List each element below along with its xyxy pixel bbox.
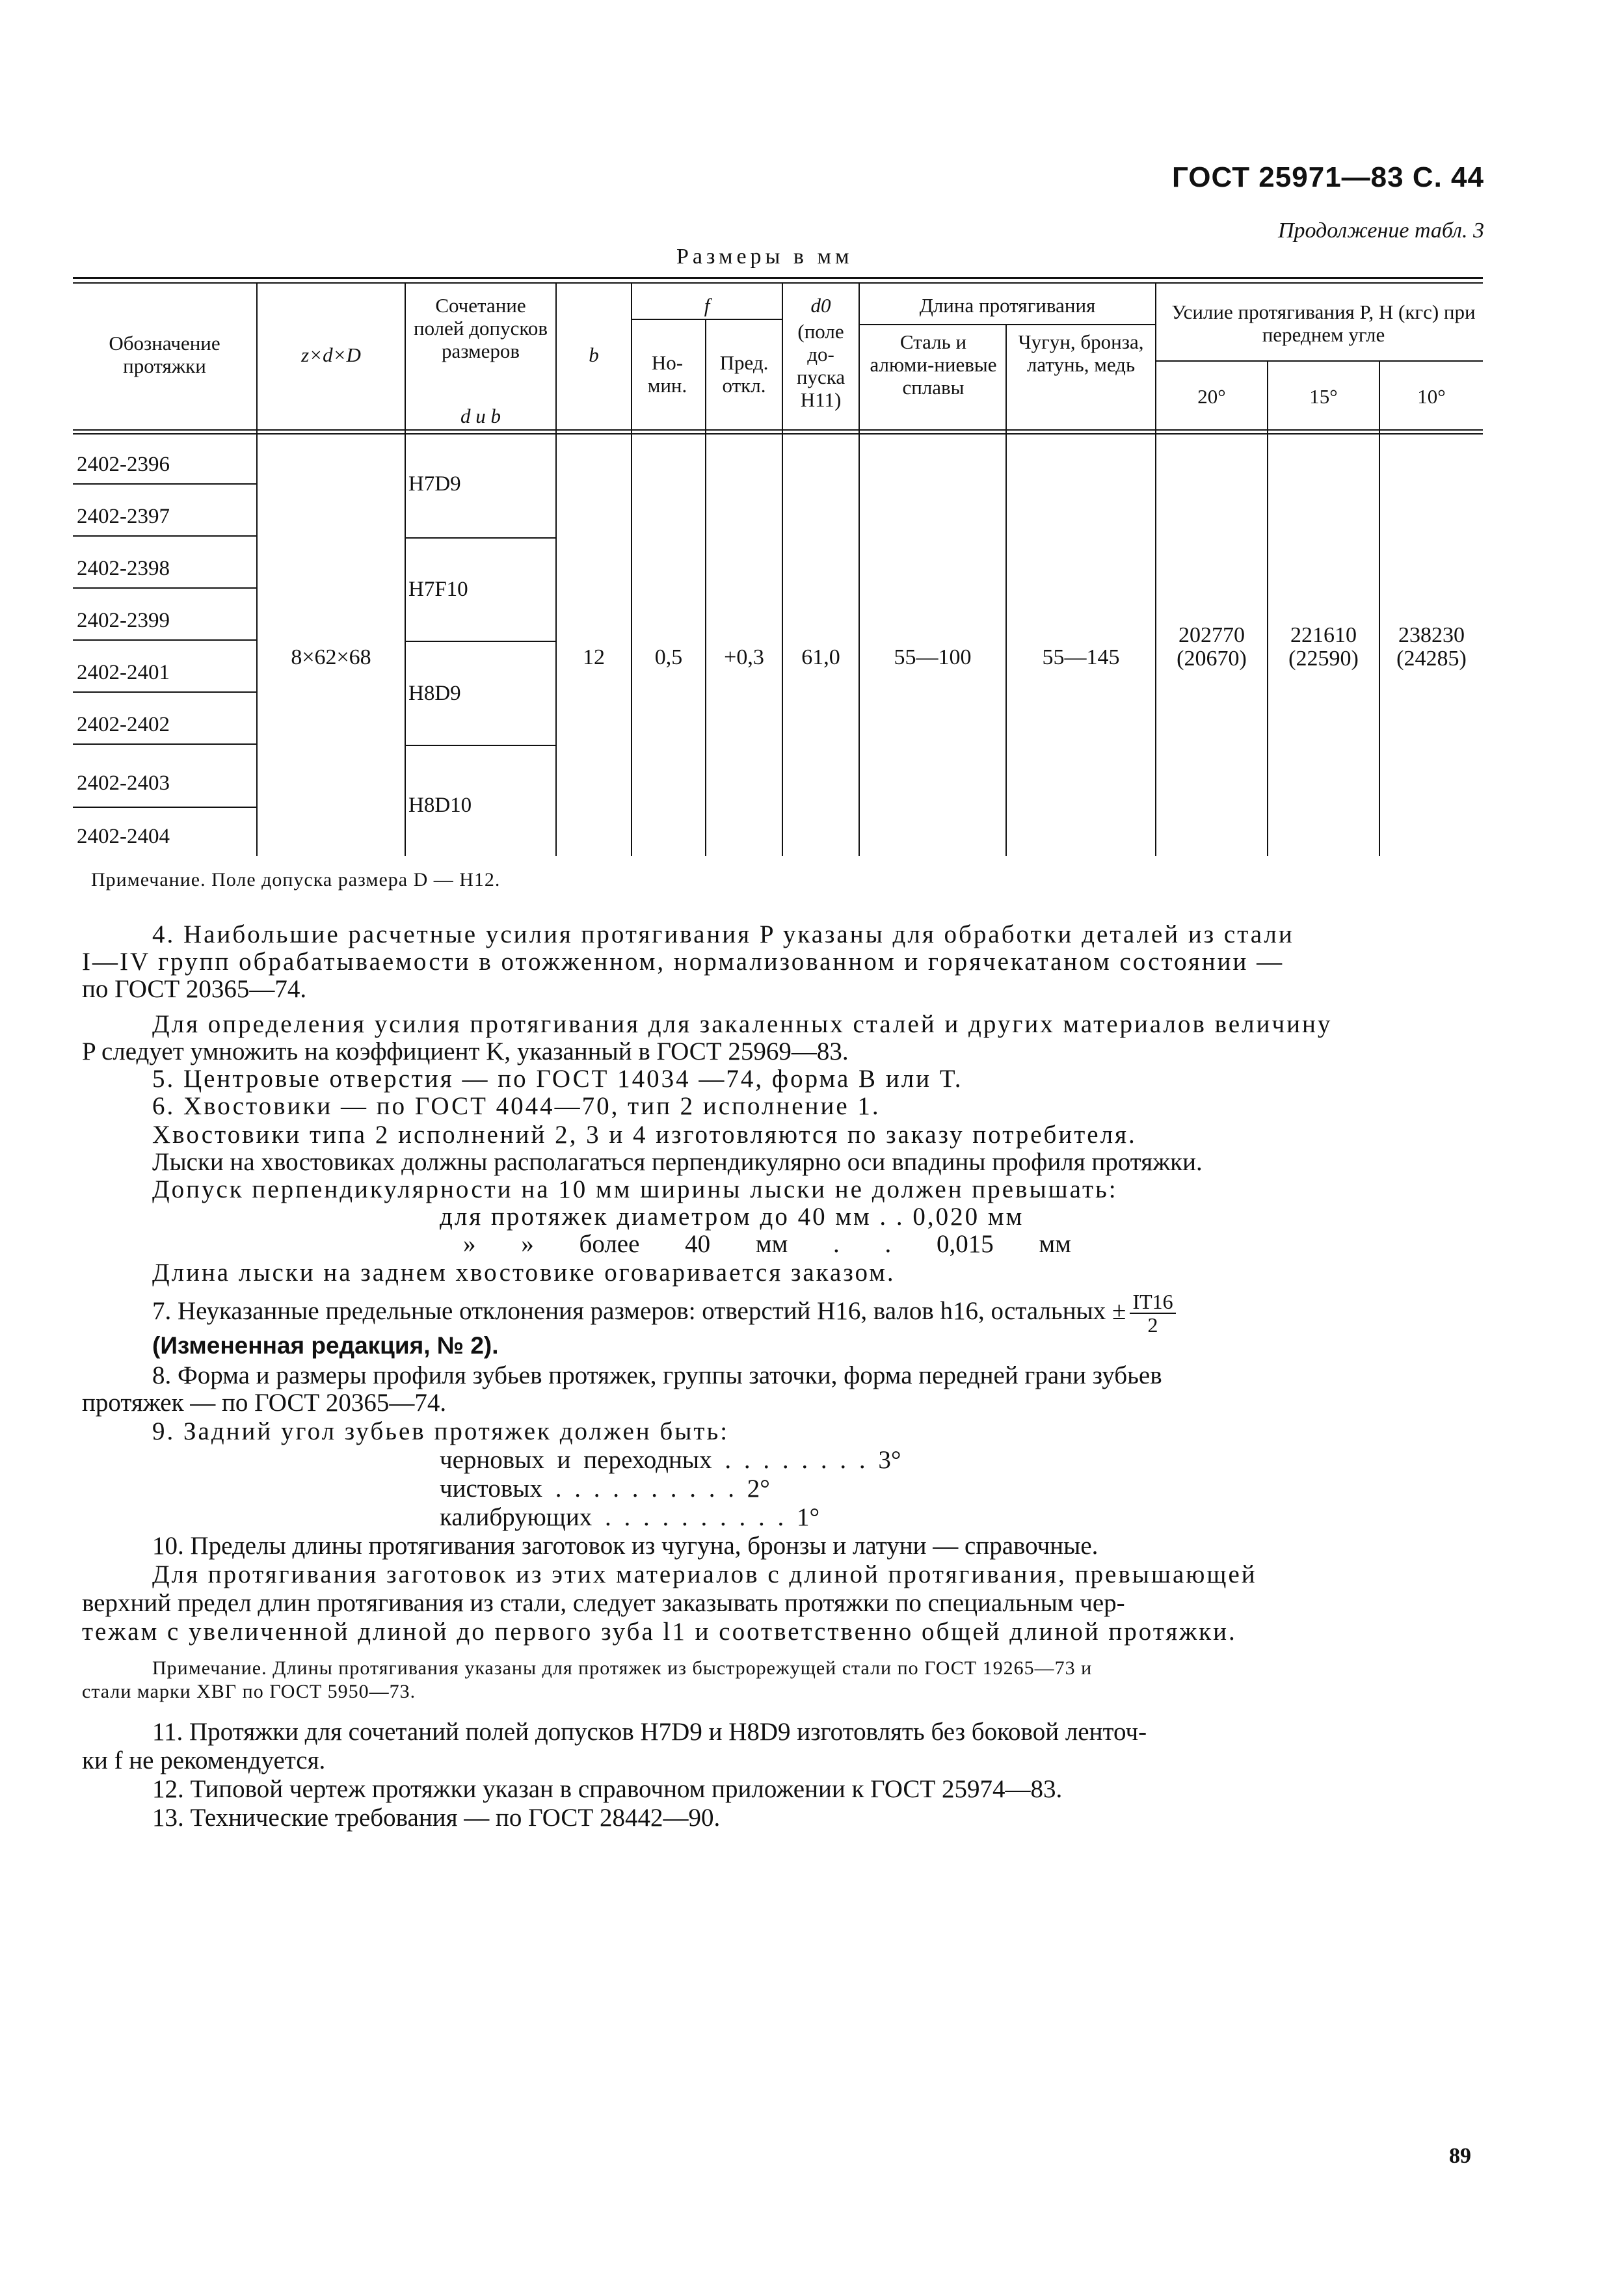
value-f-nom: 0,5: [654, 645, 683, 669]
col-header-angle-20: 20°: [1197, 385, 1226, 408]
value-length-steel: 55—100: [894, 645, 972, 669]
table-continuation: Продолжение табл. 3: [1277, 219, 1484, 243]
col-header-zdD: z×d×D: [301, 343, 361, 366]
col-header-designation: Обозначение протяжки: [109, 332, 220, 377]
col-header-f-dev: Пред. откл.: [719, 351, 769, 397]
para-4-line2: I—IV групп обрабатываемости в отожженном, нормализованном и горячекатаном состоянии —: [82, 948, 1285, 976]
value-force-15: 221610: [1290, 623, 1357, 647]
col-header-d0-sub: (поле до-пуска H11): [796, 320, 845, 411]
tolerance-combo: H7D9: [408, 472, 461, 496]
table-row-code: 2402-2399: [77, 609, 170, 632]
table-row-code: 2402-2398: [77, 557, 170, 580]
table-row-code: 2402-2396: [77, 453, 170, 476]
para-9-rough: черновых и переходных . . . . . . . . 3°: [440, 1446, 901, 1474]
para-6-line5: для протяжек диаметром до 40 мм . . 0,020 мм: [440, 1203, 1024, 1231]
table-row-code: 2402-2404: [77, 825, 170, 848]
dimensions-note: Размеры в мм: [676, 245, 853, 269]
value-b: 12: [583, 645, 605, 669]
para-11-line2: ки f не рекомендуется.: [82, 1746, 326, 1774]
value-length-cast: 55—145: [1042, 645, 1120, 669]
para-6-line6: » » более 40 мм . . 0,015 мм: [463, 1230, 1071, 1258]
para-4-line3: по ГОСТ 20365—74.: [82, 975, 307, 1003]
para-6-line4: Допуск перпендикулярности на 10 мм ширины лыски не должен превышать:: [152, 1175, 1118, 1203]
value-force-20-kgf: (20670): [1177, 647, 1247, 671]
para-10-line2: Для протягивания заготовок из этих материалов с длиной протягивания, превышающей: [152, 1560, 1257, 1588]
table-row-code: 2402-2402: [77, 713, 170, 736]
para-10: 10. Пределы длины протягивания заготовок из чугуна, бронзы и латуни — справочные.: [152, 1532, 1098, 1560]
para-8-line2: протяжек — по ГОСТ 20365—74.: [82, 1389, 447, 1417]
note-2-line2: стали марки ХВГ по ГОСТ 5950—73.: [82, 1681, 416, 1702]
col-header-length-cast: Чугун, бронза, латунь, медь: [1018, 330, 1144, 376]
para-5: 5. Центровые отверстия — по ГОСТ 14034 —74, форма В или Т.: [152, 1065, 963, 1093]
fraction-it16: $\frac{IT16}{2}$: [1130, 1291, 1175, 1336]
para-6: 6. Хвостовики — по ГОСТ 4044—70, тип 2 исполнение 1.: [152, 1092, 881, 1120]
col-header-angle-15: 15°: [1309, 385, 1338, 408]
para-13: 13. Технические требования — по ГОСТ 28442—90.: [152, 1804, 721, 1832]
para-9-calibrate: калибрующих . . . . . . . . . . 1°: [440, 1503, 820, 1531]
para-4-line1: 4. Наибольшие расчетные усилия протягивания P указаны для обработки деталей из стали: [152, 920, 1294, 948]
col-header-combination-sub: d и b: [460, 405, 501, 427]
col-header-f-nom: Но-мин.: [647, 351, 687, 397]
para-7: 7. Неуказанные предельные отклонения размеров: отверстий H16, валов h16, остальных ± $\frac{IT16}{2}$: [152, 1291, 1176, 1336]
col-header-d0: d0: [810, 294, 831, 317]
value-force-10: 238230: [1398, 623, 1465, 647]
para-11-line1: 11. Протяжки для сочетаний полей допусков H7D9 и H8D9 изготовлять без боковой ленточ-: [152, 1718, 1147, 1746]
para-10-line4: тежам с увеличенной длиной до первого зуба l1 и соответственно общей длиной протяжки.: [82, 1618, 1237, 1646]
para-9: 9. Задний угол зубьев протяжек должен быть:: [152, 1417, 730, 1445]
para-12: 12. Типовой чертеж протяжки указан в справочном приложении к ГОСТ 25974—83.: [152, 1775, 1063, 1803]
col-header-length-steel: Сталь и алюми-ниевые сплавы: [870, 330, 997, 399]
table-row-code: 2402-2403: [77, 771, 170, 795]
value-force-20: 202770: [1178, 623, 1245, 647]
table-note: Примечание. Поле допуска размера D — H12.: [91, 869, 501, 890]
para-6-line3: Лыски на хвостовиках должны располагаться перпендикулярно оси впадины профиля протяжки.: [152, 1148, 1203, 1176]
col-header-angle-10: 10°: [1417, 385, 1446, 408]
para-6-line7: Длина лыски на заднем хвостовике оговаривается заказом.: [152, 1259, 896, 1287]
para-4-line5: P следует умножить на коэффициент K, указанный в ГОСТ 25969—83.: [82, 1037, 849, 1065]
table-row-code: 2402-2397: [77, 505, 170, 528]
col-header-f: f: [704, 294, 710, 317]
tolerance-combo: H7F10: [408, 578, 468, 601]
page-header: ГОСТ 25971—83 С. 44: [1171, 161, 1484, 193]
para-10-line3: верхний предел длин протягивания из стали, следует заказывать протяжки по специальным чер-: [82, 1589, 1125, 1617]
tolerance-combo: H8D10: [408, 794, 472, 817]
col-header-b: b: [589, 343, 599, 366]
col-header-force: Усилие протягивания P, Н (кгс) при переднем угле: [1171, 301, 1476, 346]
col-header-length: Длина протягивания: [919, 294, 1096, 317]
para-8-line1: 8. Форма и размеры профиля зубьев протяжек, группы заточки, форма передней грани зубьев: [152, 1361, 1162, 1389]
page-number: 89: [1449, 2144, 1471, 2168]
value-zdD: 8×62×68: [291, 645, 371, 669]
value-force-15-kgf: (22590): [1288, 647, 1359, 671]
para-9-finish: чистовых . . . . . . . . . . 2°: [440, 1475, 770, 1503]
col-header-combination: Сочетание полей допусков размеров: [414, 294, 548, 362]
para-4-line4: Для определения усилия протягивания для закаленных сталей и других материалов величину: [152, 1010, 1333, 1038]
tolerance-combo: H8D9: [408, 682, 461, 705]
value-force-10-kgf: (24285): [1396, 647, 1467, 671]
value-d0: 61,0: [801, 645, 840, 669]
para-7-amended: (Измененная редакция, № 2).: [152, 1332, 499, 1359]
note-2-line1: Примечание. Длины протягивания указаны для протяжек из быстрорежущей стали по ГОСТ 19265—73 и: [152, 1657, 1093, 1679]
table-row-code: 2402-2401: [77, 661, 170, 684]
value-f-dev: +0,3: [724, 645, 764, 669]
para-6-line2: Хвостовики типа 2 исполнений 2, 3 и 4 изготовляются по заказу потребителя.: [152, 1121, 1137, 1149]
